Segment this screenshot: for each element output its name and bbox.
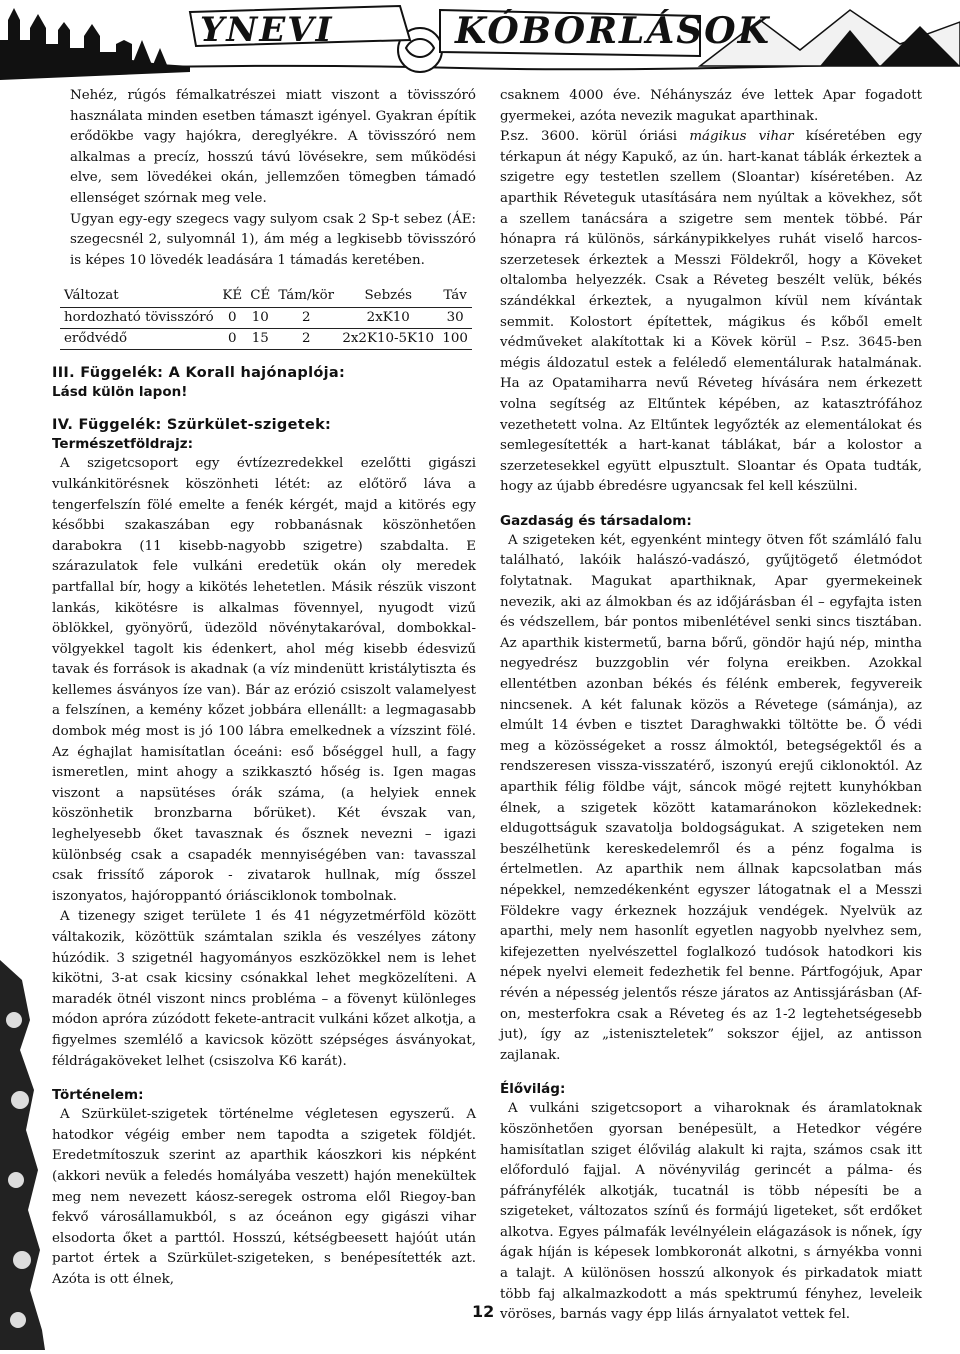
text-fragment: P.sz. 3600. körül óriási	[500, 129, 690, 145]
skull-border-decoration	[0, 960, 45, 1350]
appendix-3-note: Lásd külön lapon!	[52, 384, 188, 401]
table-header-cell: CÉ	[250, 288, 271, 304]
weapon-table	[60, 285, 472, 350]
header-title-right: KÓBORLÁSOK	[455, 10, 771, 52]
text-fragment: kíséretében egy térkapun át négy Kapukő, az ún. hart-kanat táblák érkeztek a szigetre egy testetlen szellem (Sloantar) kíséretében. Az aparthik Réveteguk utasítására nem nyúltak a kövekhez, sőt a szellem tanácsára a szigetre sem mentek többé. Pár hónapra rá különös, sárkánypikkelyes ruhát viselő harcos-szerzetesek érkeztek a Messzi Földekről, hogy a Köveket oltalomba helyezzék. Csak a Réveteg beszélt velük, békés szándékkal érkeztek, a nyugalmon kívül nem kívántak semmit. Kolostort építettek, mágikus és kőből emelt védműveket alakítottak ki a Kövek körül – P.sz. 3645-ben mégis áldozatul estek a feléledő elementálurak hatalmának. Ha az Opatamiharra nevű Réveteg hívására nem érkezett volna segítség az Eltűntek képében, az katasztrófához vezethetett volna. Az Eltűntek legyőzték az elementálokat és semlegesítették a hart-kanat táblákat, bár a kolostor a szerzetesekkel együtt elpusztult. Sloantar és Opata tudták, hogy az újabb ébredésre ugyancsak fel kell készülni.	[500, 129, 922, 495]
table-cell: 2x2K10-5K10	[342, 331, 435, 347]
table-cell: 2	[301, 310, 311, 326]
table-cell: 2xK10	[366, 310, 410, 326]
paragraph-economy: A szigeteken két, egyenként mintegy ötven főt számláló falu található, lakóik halászó-vadászó, gyűjtögető életmódot folytatnak. Magukat aparthiknak, Apar gyermekeinek nevezik, aki az álmokban és az időjárásban él – egyfajta isten és védszellem, bár pontos mibenlétével senki sincs tisztában. Az aparthik kistermetű, barna bőrű, göndör hajú nép, mintha negyedrész buzzgoblin vér folyna ereikben. Azokkal ellentétben azonban békés és félénk emberek, fegyvereik nincsenek. A két falunak közös a Révetege (sámánja), az elmúlt 14 évben e tisztet Daraghwakki töltötte be. Ő védi meg a közösségeket a rossz álmoktól, betegségektől és a rendszeresen vissza-visszatérő, iszonyú erejű ciklonoktól. Az aparthik félig földbe vájt, sáncok mögé rejtett kunyhókban élnek, a szigetek között katamaránokon közlekednek: eldugottságuk szavatolja boldogságukat. A szigeteken nem beszélhetünk kereskedelemről és a pénz fogalma is értelmetlen. Az aparthik nem állnak kapcsolatban más népekkel, nemzedékenként egyszer látogatnak el a Messzi Földekre vagy érkeznek hozzájuk vendégek. Nyelvük az aparthi, mely nem hasonlít egyetlen nagyobb nyelvhez sem, kifejezetten nyelvészettel foglalkozó tudósok hatodkori kis népek nyelvi elemeit fedezhetik fel benne. Pártfogójuk, Apar révén a népesség jelentős része járatos az Antissjárásban (Af-on, mesterfokra csak a Réveteg és az 1-2 legtehetségesebb jut), így az „isteniszteletek” sokszor éjjel, az antisson zajlanak.	[500, 532, 922, 1063]
paragraph-geography-1: A szigetcsoport egy évtízezredekkel ezelőtti gigászi vulkánkitörésnek köszönheti létét: az előtörő láva a tengerfelszín fölé emelte a fenék kérgét, majd a kitörés egy későbbi szakaszában egy robbanásnak köszönhetően darabokra (11 kisebb-nagyobb szigetre) szabdalta. E szárazulatok fele vulkáni eredetük okán oly meredek partfallal bír, hogy a kikötés lehetetlen. Másik részük viszont lankás, kikötésre is alkalmas fövennyel, nyugodt vizű öblökkel, gyönyörű, üdezöld növénytakaróval, dombokkal-völgyekkel tagolt kis édenkert, ahol még kisebb édesvizű tavak és források is akadnak (a víz mindenütt kristálytiszta és kellemes ásványos íze van). Bár az erózió csiszolt valamelyest a felszínen, a kemény kőzet jobbára ellenállt: a legmagasabb dombok még most is jó 100 lábra emelkednek a vízszint fölé. Az éghajlat hamisítatlan óceáni: eső bőséggel hull, a fagy ismeretlen, mint ahogy a szikkasztó hőség is. Igen magas viszont a napsütéses órák száma, (a helyiek ennek köszönhetik bronzbarna bőrüket). Két évszak van, leghelyesebb őket tavasznak és ősznek nevezni – igazi különbség csak a csapadék mennyiségében van: tavasszal csak frissítő záporok - zivatarok hullnak, míg ősszel iszonyatos, hajóroppantó óriásciklonok tombolnak.	[52, 456, 476, 904]
section-heading-appendix-3: III. Függelék: A Korall hajónaplója:	[52, 365, 346, 382]
paragraph-weapon-intro: Nehéz, rúgós fémalkatrészei miatt viszont a tövisszóró használata minden esetben támaszt igényel. Gyakran építik erődökbe vagy hajókra, dereglyékre. A tövisszóró nem alkalmas a precíz, hosszú távú lövésekre, sem működési elve, sem lövedékei okán, jellemzően tömegben támadó ellenséget szórnak meg vele.	[70, 88, 476, 206]
paragraph-weapon-damage: Ugyan egy-egy szegecs vagy sulyom csak 2 Sp-t sebez (ÁE: szegecsnél 2, sulyomnál 1), ám még a legkisebb tövisszóró is képes 10 lövedék leadására 1 támadás keretében.	[70, 211, 476, 268]
paragraph-history-storm	[500, 127, 922, 498]
table-header-cell: Sebzés	[364, 288, 412, 304]
page-number: 12	[472, 1302, 495, 1321]
subheading-wildlife: Élővilág:	[500, 1081, 566, 1098]
table-cell: 15	[251, 331, 269, 347]
table-header-cell: KÉ	[222, 288, 243, 304]
header-title-left: YNEVI	[200, 10, 334, 50]
table-header-cell: Változat	[64, 288, 119, 304]
table-cell: 30	[446, 310, 464, 326]
table-cell: 10	[251, 310, 269, 326]
table-cell: 0	[227, 310, 237, 326]
right-column	[500, 86, 922, 1326]
page-header	[0, 0, 960, 80]
emphasis-magic-storm: mágikus vihar	[689, 129, 794, 145]
table-header-cell: Tám/kör	[278, 288, 335, 304]
paragraph-history: A Szürkület-szigetek történelme végletesen egyszerű. A hatodkor végéig ember nem tapodta a szigetek földjét. Eredetmítoszuk szerint az aparthik káoszkori kis népként (akkori nevük a feledés homályába veszett) hajón menekültek meg nem nevezett káosz-seregek ostroma elől Riegoy-ban fekvő városállamukból, s az óceánon egy gigászi vihar elsodorta őket a parttól. Hosszú, kétségbeesett hajóút után partot értek a Szürkület-szigeteken, s benépesítették azt. Azóta is ott élnek,	[52, 1107, 476, 1287]
table-row	[60, 329, 472, 350]
subheading-economy: Gazdaság és társadalom:	[500, 512, 692, 529]
table-row	[60, 308, 472, 329]
left-column	[52, 86, 476, 1291]
table-header-cell: Táv	[443, 288, 467, 304]
paragraph-geography-2: A tizenegy sziget területe 1 és 41 négyzetmérföld között váltakozik, közöttük számtalan szikla és veszélyes zátony húzódik. 3 szigetnél hagyományos eszközökkel nem is lehet kikötni, 3-at csak kicsiny csónakkal lehet megközelíteni. A maradék ötnél viszont nincs probléma – a fövenyt különleges módon apróra zúzódott fekete-antracit vulkáni kőzet alkotja, a figyelmes szemlélő a kavicsok között szépséges ásványokat, féldrágaköveket lelhet (csiszolva K6 karát).	[52, 909, 476, 1069]
paragraph-wildlife: A vulkáni szigetcsoport a viharoknak és áramlatoknak köszönhetően gyorsan benépesült, a Hetedkor végére hamisítatlan sziget élővilág alakult ki rajta, számos csak itt előforduló fajjal. A növényvilág gerincét a pálma- és páfrányfélék alkotják, tucatnál is több népesíti be a szigeteket, változatos színű és formájú ligeteket, sőt erdőket alkotva. Egyes pálmafák levélnyélein elágazások is nőnek, így ágak híján is képesek lombkoronát alkotni, s árnyékba vonni a talajt. A különösen hosszú alkonyok és pirkadatok miatt több faj alkalmazkodott a más spektrumú fényhez, leveleik vöröses, barnás vagy épp lilás árnyalatot vettek fel.	[500, 1101, 922, 1323]
table-cell: hordozható tövisszóró	[64, 310, 214, 326]
table-cell: erődvédő	[64, 331, 128, 347]
subheading-history: Történelem:	[52, 1087, 144, 1104]
section-heading-appendix-4: IV. Függelék: Szürkület-szigetek:	[52, 417, 332, 434]
paragraph-history-cont: csaknem 4000 éve. Néhányszáz éve lettek Apar fogadott gyermekei, azóta nevezik magukat aparthinak.	[500, 88, 922, 124]
table-cell: 2	[301, 331, 311, 347]
table-header-row	[60, 285, 472, 308]
subheading-geography: Természetföldrajz:	[52, 436, 194, 453]
table-cell: 0	[227, 331, 237, 347]
table-cell: 100	[442, 331, 468, 347]
